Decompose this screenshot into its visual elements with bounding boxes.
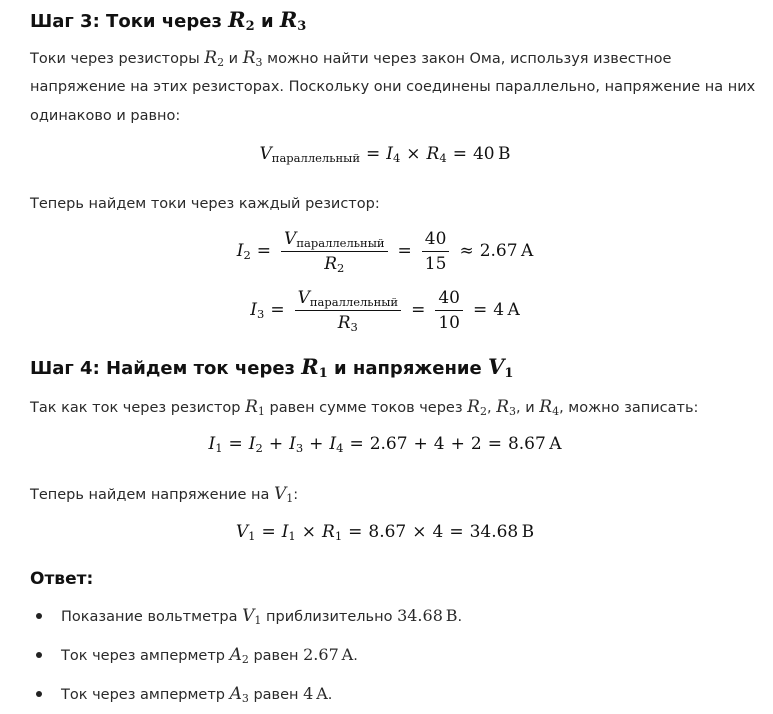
equation-i1: $I_1 = I_2 + I_3 + I_4 = 2.67 + 4 + 2 = 8.67$ A (208, 434, 562, 455)
eq5-unit: В (521, 522, 535, 542)
step4-paragraph: Так как ток через резистор $R_1$ равен сумме токов через $R_2$, $R_3$, и $R_4$, можно записать: (30, 397, 699, 418)
eq4-term-a: 2.67 (369, 434, 408, 454)
text: равен (248, 648, 304, 664)
eq2-result: 2.67 (479, 241, 518, 261)
text: можно найти через закон Ома, используя известное (262, 51, 672, 67)
math-v1: $V_1$ (488, 354, 514, 381)
text: равен сумме токов через (264, 400, 468, 416)
eq3-result: 4 (493, 300, 505, 320)
step4-heading (30, 354, 513, 382)
text: равен (248, 687, 304, 703)
text: и (224, 51, 243, 67)
eq4-term-b: 4 (433, 434, 445, 454)
eq4-unit: A (549, 434, 562, 454)
step3-heading-and: и (254, 11, 280, 32)
subscript-parallel: параллельный (296, 236, 385, 250)
math-r2: $R_2$ (228, 7, 255, 34)
math-r3: $R_3$ (496, 397, 517, 418)
eq2-unit: A (520, 241, 534, 261)
equation-v1: $V_1 = I_1 \times R_1 = 8.67 \times 4 = 34.68$ В (235, 522, 535, 543)
answer-list (30, 597, 462, 714)
math-a3: $A_3$ (229, 684, 249, 705)
math-r3: $R_3$ (242, 48, 263, 69)
equation-i2: $I_2$ = $\frac{V_{параллельный}}{R_2}$ = $\frac{40}{15}$ ≈ 2.67 A (236, 229, 534, 275)
equation-i3: $I_3$ = $\frac{V_{параллельный}}{R_3}$ = $\frac{40}{10}$ = 4 A (250, 288, 520, 334)
step4-paragraph-voltage: Теперь найдем напряжение на $V_1$: (30, 484, 299, 505)
math-r2: $R_2$ (467, 397, 487, 418)
eq1-unit: В (497, 144, 511, 164)
text: Ток через амперметр (61, 648, 230, 664)
step3-heading-text: Шаг 3: Токи через (30, 11, 229, 32)
math-r4: $R_4$ (539, 397, 560, 418)
fraction-v-over-r3: $\frac{V_{параллельный}}{R_3}$ (295, 288, 402, 333)
list-item (30, 675, 462, 714)
fraction-v-over-r2: $\frac{V_{параллельный}}{R_2}$ (281, 229, 388, 274)
subscript-parallel: параллельный (271, 151, 360, 165)
fraction-40-over-10 (435, 288, 463, 333)
list-item (30, 597, 462, 636)
text: . (353, 648, 358, 664)
answer-heading: Ответ: (30, 569, 94, 589)
eq3-unit: A (507, 300, 520, 320)
eq5-result: 34.68 (469, 522, 519, 542)
denominator: 10 (438, 313, 460, 333)
text: Показание вольтметра (61, 609, 243, 625)
step3-heading (30, 7, 306, 35)
step3-paragraph-line1 (30, 44, 671, 74)
answer-value: 4 (303, 684, 314, 703)
eq4-result: 8.67 (507, 434, 546, 454)
answer-unit: A (341, 645, 354, 664)
numerator: 40 (435, 288, 463, 311)
step3-paragraph-currents: Теперь найдем токи через каждый резистор: (30, 196, 380, 212)
eq4-term-c: 2 (470, 434, 482, 454)
math-r2: $R_2$ (204, 48, 225, 69)
math-r1: $R_1$ (245, 397, 265, 418)
text: , можно записать: (559, 400, 699, 416)
step3-paragraph-line3: одинаково и равно: (30, 108, 181, 124)
text: . (457, 609, 463, 625)
math-v1: $V_1$ (274, 484, 294, 505)
equation-v-parallel: $V_{параллельный} = I_4 \times R_4 = 40$ В (259, 144, 511, 165)
subscript-parallel: параллельный (309, 295, 399, 309)
answer-value: 34.68 (397, 606, 443, 625)
text: . (327, 687, 333, 703)
text: Токи через резисторы (30, 51, 205, 67)
math-r1: $R_1$ (301, 354, 328, 381)
fraction-40-over-15 (422, 229, 450, 274)
list-item (30, 636, 462, 675)
answer-value: 2.67 (303, 645, 339, 664)
math-r3: $R_3$ (279, 7, 307, 34)
text: Теперь найдем напряжение на (30, 487, 274, 503)
eq5-term-b: 4 (432, 522, 444, 542)
text: приблизительно (261, 609, 398, 625)
denominator: 15 (424, 254, 447, 274)
text: Ток через амперметр (61, 687, 230, 703)
step4-heading-text: Шаг 4: Найдем ток через (30, 358, 302, 379)
answer-unit: В (445, 606, 458, 625)
eq1-value: 40 (472, 144, 495, 164)
text: , и (516, 400, 540, 416)
step4-heading-mid: и напряжение (327, 358, 489, 379)
step3-paragraph-line2: напряжение на этих резисторах. Поскольку они соединены параллельно, напряжение на них (30, 79, 756, 95)
eq5-term-a: 8.67 (368, 522, 407, 542)
text: Так как ток через резистор (30, 400, 246, 416)
numerator: 40 (422, 229, 450, 252)
math-v1: $V_1$ (242, 606, 262, 627)
answer-unit: A (316, 684, 328, 703)
math-a2: $A_2$ (229, 645, 249, 666)
